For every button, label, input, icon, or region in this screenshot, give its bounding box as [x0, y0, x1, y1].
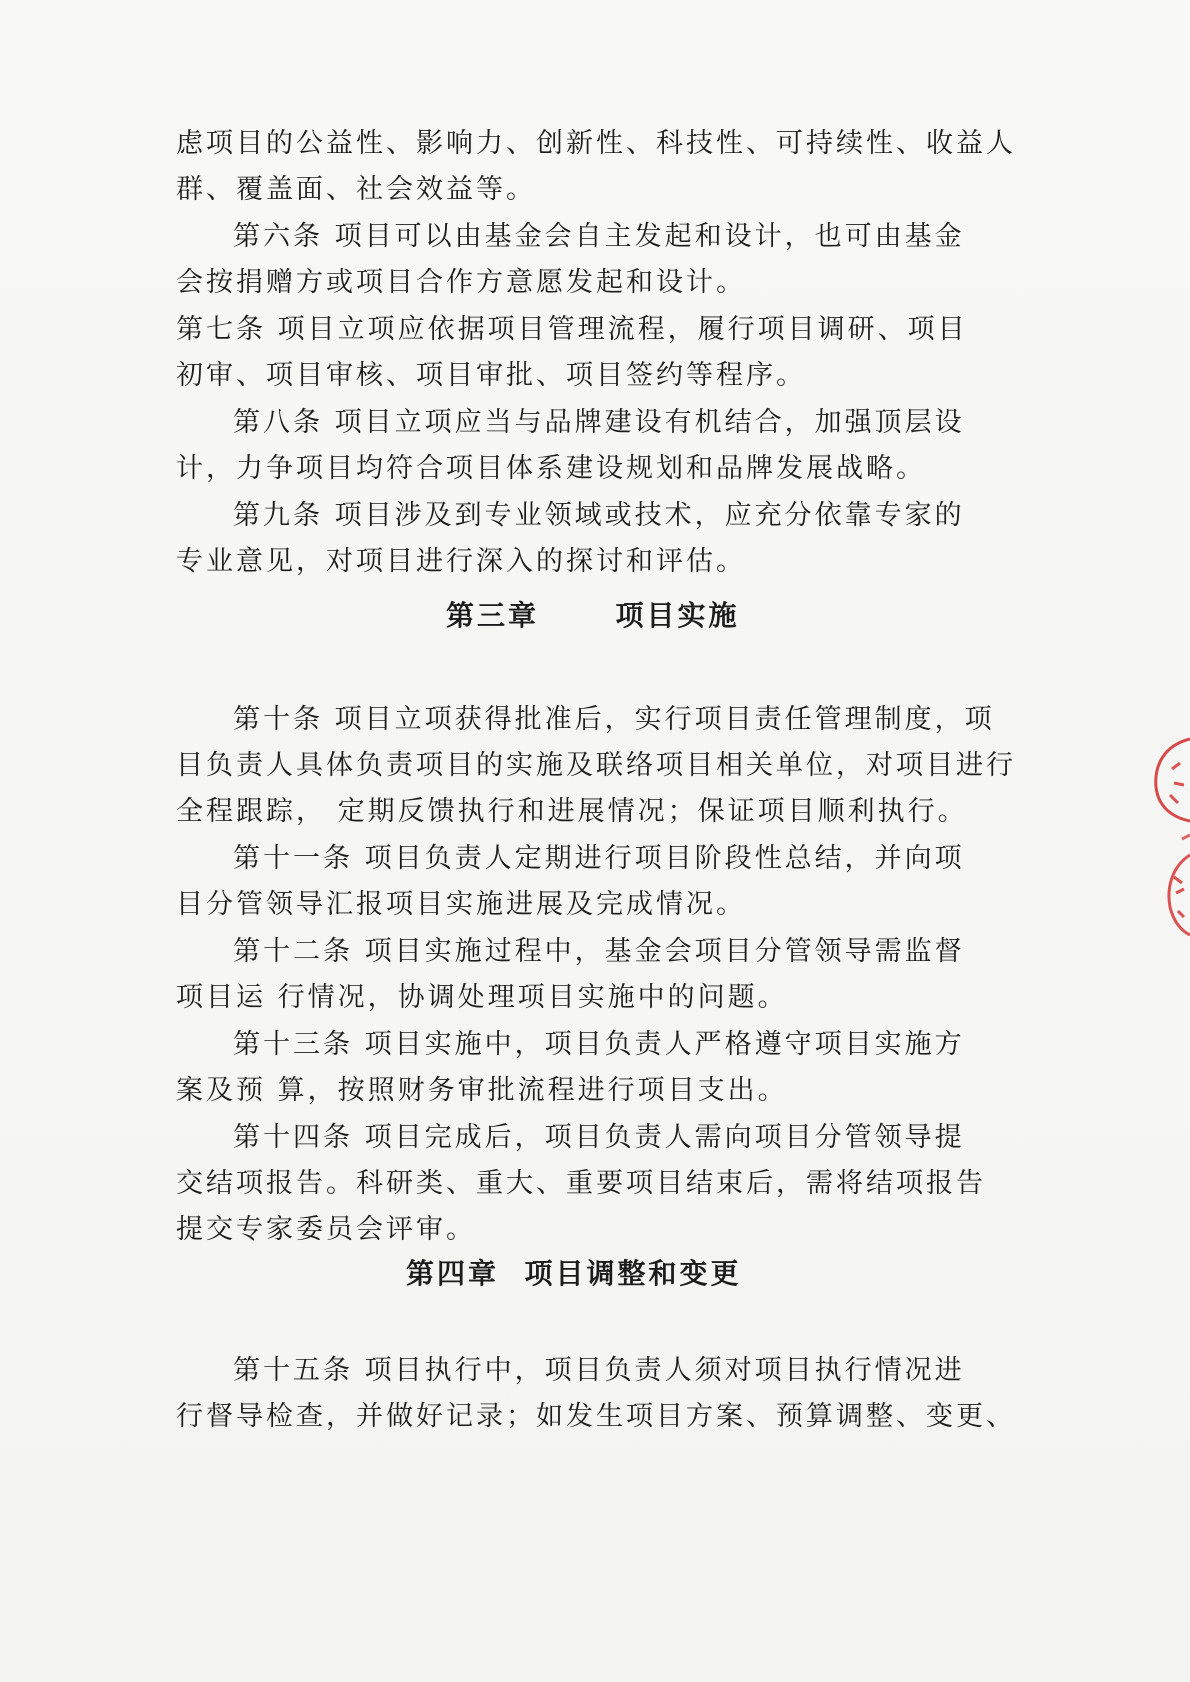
text-line: 虑项目的公益性、影响力、创新性、科技性、可持续性、收益人 — [176, 128, 1016, 159]
article-paragraph — [176, 493, 1006, 585]
text-line: 提交专家委员会评审。 — [176, 1214, 476, 1245]
text-line: 项目运 行情况，协调处理项目实施中的问题。 — [176, 982, 788, 1013]
text-line: 第十一条 项目负责人定期进行项目阶段性总结，并向项 — [233, 843, 965, 874]
chapter-4-heading: 第四章 项目调整和变更 — [406, 1257, 742, 1290]
text-line: 第七条 项目立项应依据项目管理流程，履行项目调研、项目 — [176, 314, 968, 345]
article-paragraph — [176, 214, 1006, 306]
text-line: 第六条 项目可以由基金会自主发起和设计，也可由基金 — [233, 221, 965, 252]
text-line: 第十条 项目立项获得批准后，实行项目责任管理制度，项 — [233, 704, 995, 735]
article-paragraph — [176, 929, 1006, 1021]
article-paragraph — [176, 400, 1006, 492]
red-seal-fragment — [1146, 735, 1190, 955]
text-line: 交结项报告。科研类、重大、重要项目结束后，需将结项报告 — [176, 1168, 986, 1199]
text-line: 第十二条 项目实施过程中，基金会项目分管领导需监督 — [233, 936, 965, 967]
article-paragraph — [176, 836, 1006, 928]
article-paragraph — [176, 1348, 1016, 1440]
seal-icon — [1146, 735, 1190, 955]
article-paragraph — [176, 697, 1016, 835]
text-line: 专业意见，对项目进行深入的探讨和评估。 — [176, 546, 746, 577]
text-line: 全程跟踪， 定期反馈执行和进展情况；保证项目顺利执行。 — [176, 796, 968, 827]
article-paragraph — [176, 121, 1016, 213]
article-paragraph — [176, 307, 1006, 399]
article-paragraph — [176, 1115, 1006, 1253]
articles-top — [176, 121, 1016, 585]
text-line: 初审、项目审核、项目审批、项目签约等程序。 — [176, 360, 806, 391]
text-line: 第十五条 项目执行中，项目负责人须对项目执行情况进 — [233, 1355, 965, 1386]
text-line: 第十四条 项目完成后，项目负责人需向项目分管领导提 — [233, 1122, 965, 1153]
text-line: 第九条 项目涉及到专业领域或技术，应充分依靠专家的 — [233, 500, 965, 531]
text-line: 目负责人具体负责项目的实施及联络项目相关单位，对项目进行 — [176, 750, 1016, 781]
text-line: 第十三条 项目实施中，项目负责人严格遵守项目实施方 — [233, 1029, 965, 1060]
articles-bottom — [176, 1348, 1016, 1440]
article-paragraph — [176, 1022, 1006, 1114]
text-line: 会按捐赠方或项目合作方意愿发起和设计。 — [176, 267, 746, 298]
chapter-3-heading: 第三章 项目实施 — [446, 599, 740, 632]
text-line: 计，力争项目均符合项目体系建设规划和品牌发展战略。 — [176, 453, 926, 484]
text-line: 行督导检查，并做好记录；如发生项目方案、预算调整、变更、 — [176, 1401, 1016, 1432]
text-line: 目分管领导汇报项目实施进展及完成情况。 — [176, 889, 746, 920]
text-line: 群、覆盖面、社会效益等。 — [176, 174, 536, 205]
articles-middle — [176, 697, 1016, 1253]
text-line: 第八条 项目立项应当与品牌建设有机结合，加强顶层设 — [233, 407, 965, 438]
text-line: 案及预 算，按照财务审批流程进行项目支出。 — [176, 1075, 788, 1106]
